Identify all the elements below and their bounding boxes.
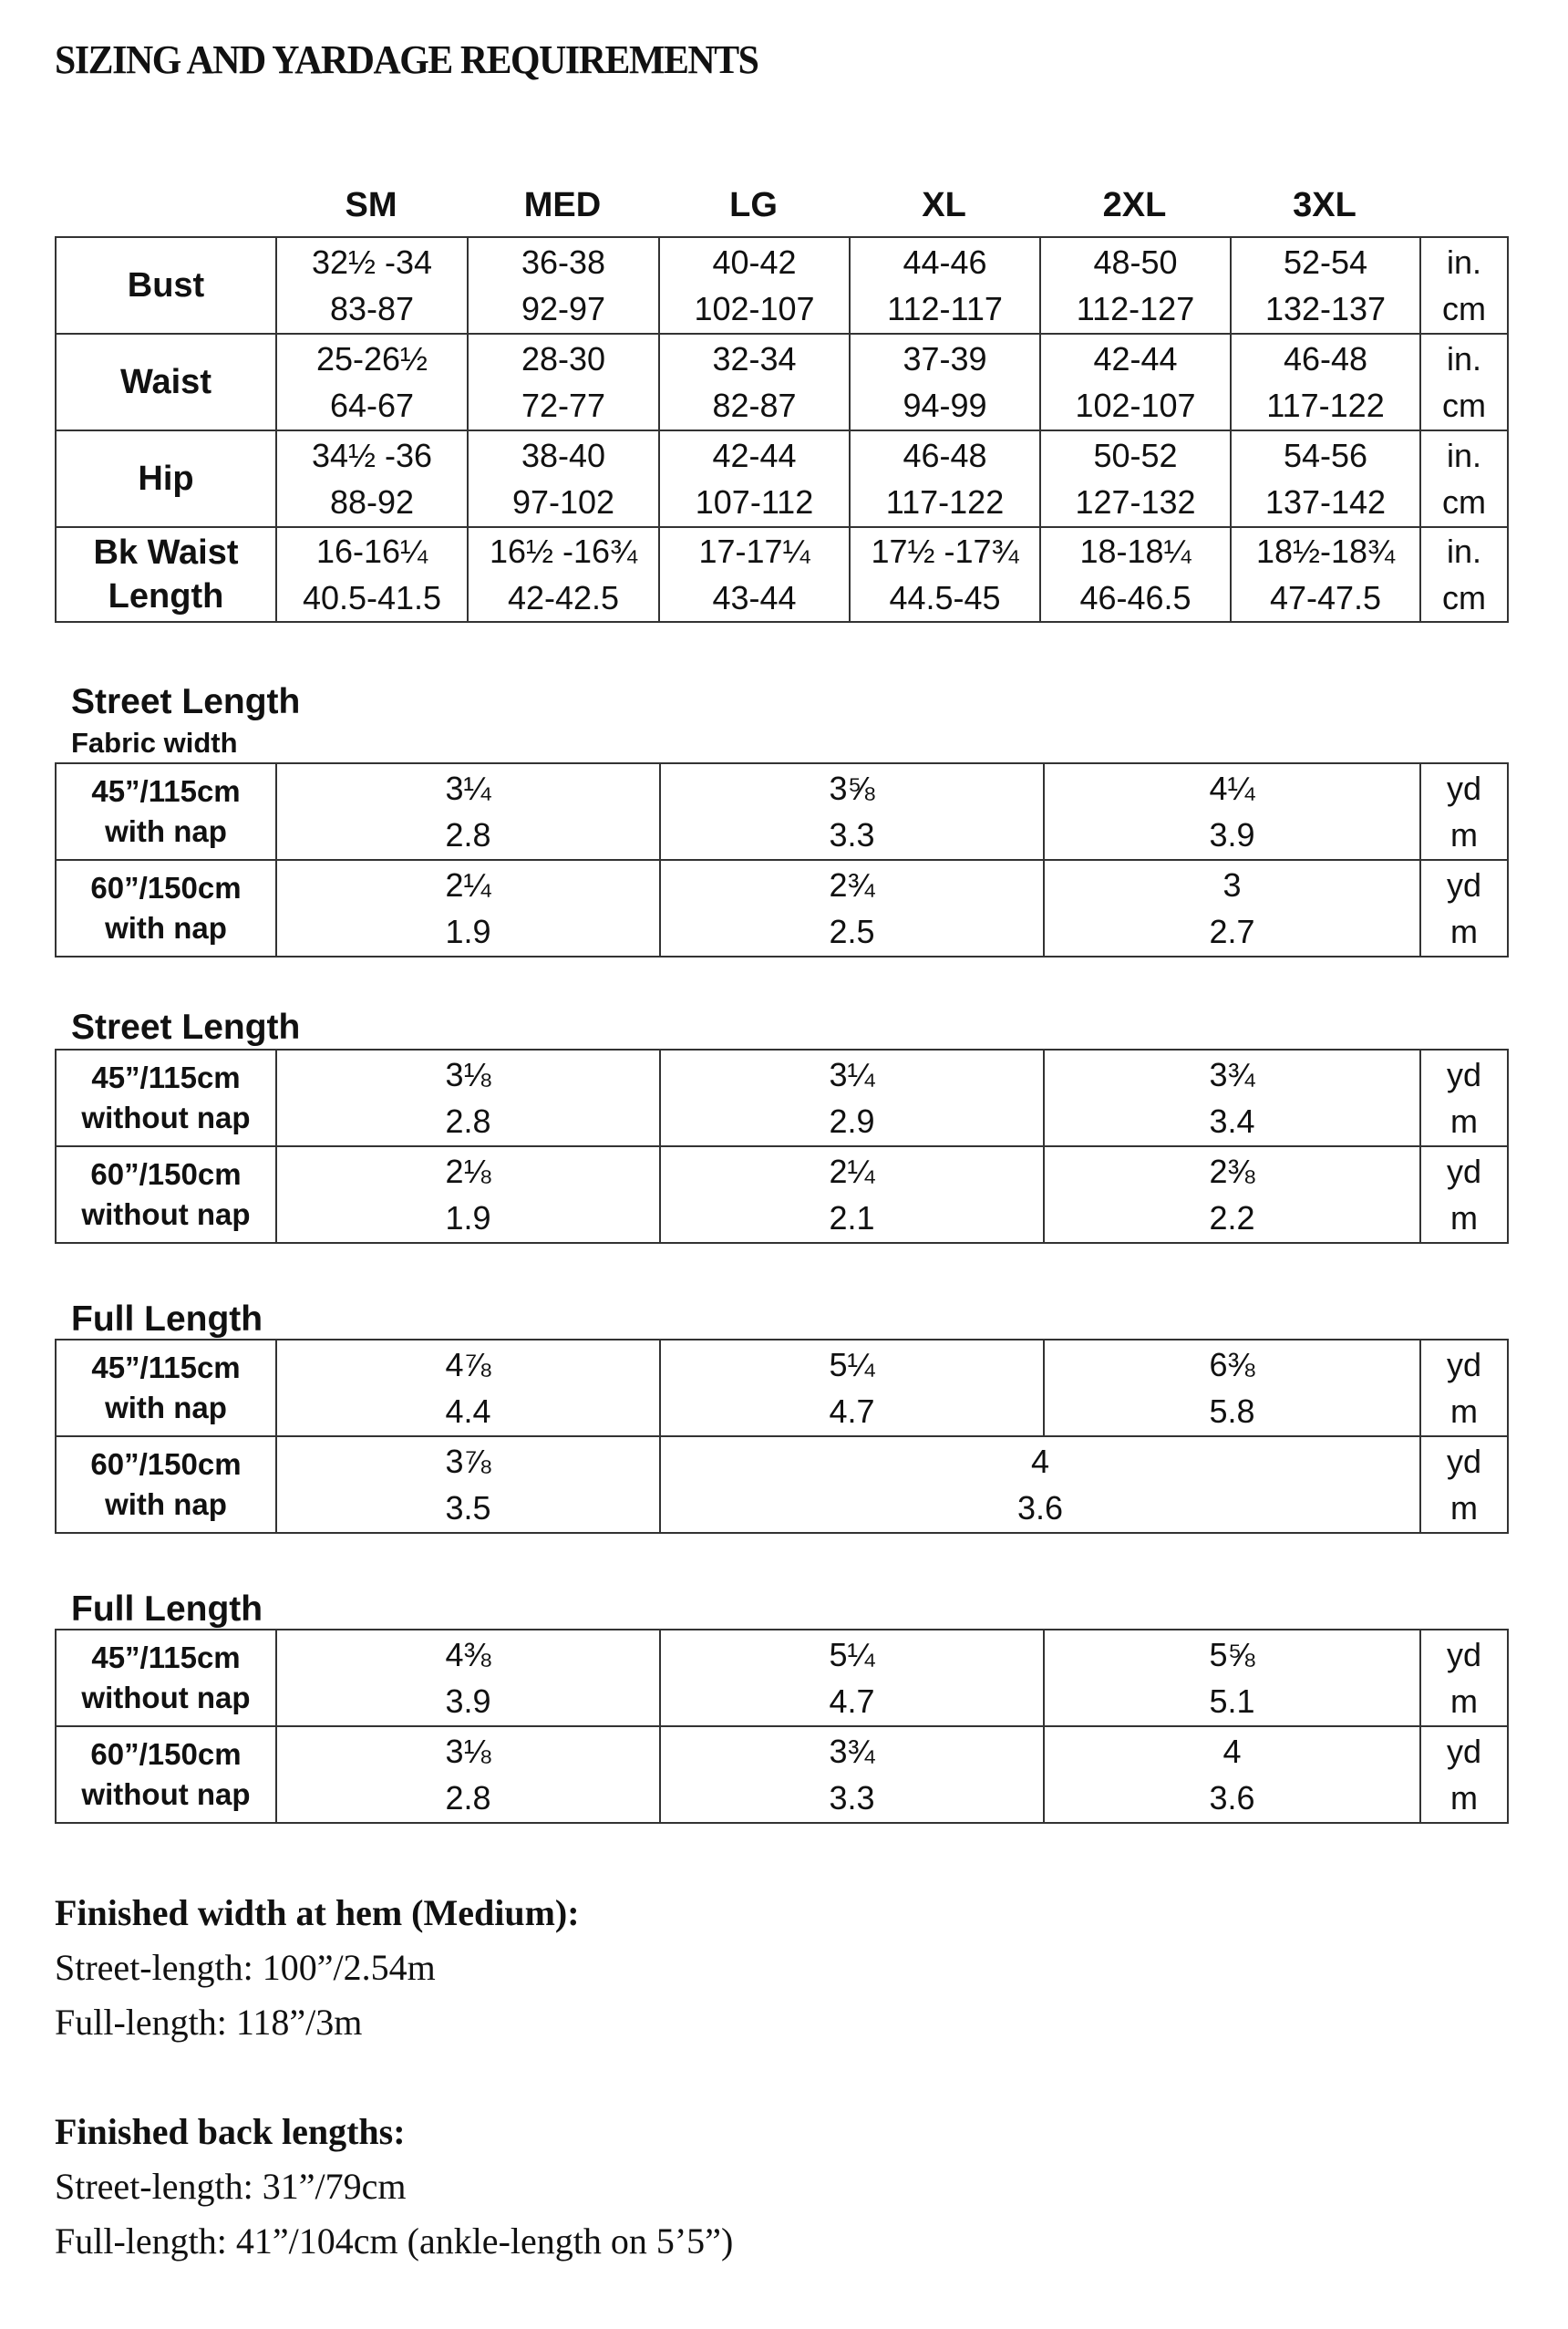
value-cm: 92-97 — [521, 290, 606, 327]
value-meters: 2.8 — [445, 1779, 491, 1817]
page-title: SIZING AND YARDAGE REQUIREMENTS — [55, 37, 758, 82]
value-meters: 2.8 — [445, 816, 491, 854]
value-yards: 4 — [1030, 1443, 1050, 1480]
value-yards: 3⅛ — [445, 1056, 491, 1093]
measurement-cell — [850, 527, 1040, 622]
value-meters: 2.2 — [1209, 1199, 1255, 1237]
value-meters: 2.8 — [445, 1102, 491, 1140]
value-inches: 52-54 — [1283, 243, 1368, 281]
size-header-xl: XL — [922, 186, 966, 224]
value-yards: 2¼ — [829, 1153, 875, 1190]
body-measurements-table — [55, 236, 1509, 623]
measurement-label — [56, 430, 276, 527]
unit-meters: m — [1450, 1682, 1478, 1720]
unit-yards: yd — [1446, 1153, 1482, 1190]
value-cm: 83-87 — [329, 290, 415, 327]
measurement-cell — [468, 527, 659, 622]
unit-yards: yd — [1446, 1636, 1482, 1673]
value-meters: 3.3 — [829, 1779, 875, 1817]
measurement-label — [56, 237, 276, 334]
value-inches: 54-56 — [1283, 437, 1368, 474]
fabric-width-label-text: with nap — [105, 1487, 227, 1521]
back-length-notes — [55, 2105, 733, 2269]
fabric-width-label-text: without nap — [81, 1197, 251, 1231]
value-meters: 1.9 — [445, 913, 491, 950]
value-inches: 36-38 — [521, 243, 606, 281]
value-yards: 4⅞ — [445, 1346, 491, 1383]
value-cm: 117-122 — [1266, 387, 1385, 424]
yardage-cell — [276, 1340, 660, 1436]
yardage-table — [55, 1049, 1509, 1244]
yardage-cell — [660, 1340, 1044, 1436]
value-cm: 107-112 — [695, 483, 814, 521]
value-inches: 46-48 — [903, 437, 987, 474]
fabric-width-label — [56, 1436, 276, 1533]
unit-meters: m — [1450, 816, 1478, 854]
yardage-cell — [660, 1146, 1044, 1243]
value-yards: 2¾ — [829, 866, 875, 904]
fabric-width-label-text: without nap — [81, 1681, 251, 1714]
unit-cm: cm — [1442, 387, 1486, 424]
yardage-cell — [276, 1050, 660, 1146]
measurement-cell — [1231, 237, 1420, 334]
unit-meters: m — [1450, 1102, 1478, 1140]
size-headers — [0, 186, 1568, 232]
fabric-width-label-text: 60”/150cm — [90, 1157, 242, 1191]
unit-yards: yd — [1446, 1733, 1482, 1770]
fabric-width-label-text: with nap — [105, 911, 227, 945]
section-title: Street Length — [71, 1008, 301, 1047]
value-yards: 2¼ — [445, 866, 491, 904]
yardage-table — [55, 762, 1509, 957]
measurement-label-text: Bk Waist — [93, 533, 239, 572]
value-meters: 4.7 — [829, 1392, 875, 1430]
measurement-cell — [1231, 527, 1420, 622]
size-header-2xl: 2XL — [1102, 186, 1167, 224]
yardage-cell — [1044, 1630, 1420, 1726]
value-cm: 94-99 — [903, 387, 987, 424]
value-cm: 88-92 — [329, 483, 415, 521]
value-cm: 64-67 — [329, 387, 415, 424]
value-yards: 2⅛ — [445, 1153, 491, 1190]
yardage-cell — [1044, 860, 1420, 957]
measurement-cell — [659, 527, 850, 622]
measurement-cell — [1040, 430, 1231, 527]
value-yards: 4 — [1222, 1733, 1242, 1770]
value-cm: 42-42.5 — [507, 579, 620, 616]
value-cm: 102-107 — [1075, 387, 1196, 424]
value-cm: 97-102 — [511, 483, 615, 521]
unit-cell — [1420, 860, 1508, 957]
value-inches: 34½ -36 — [311, 437, 433, 474]
back-length-street: Street-length: 31”/79cm — [55, 2166, 407, 2207]
yardage-cell — [276, 1436, 660, 1533]
measurement-cell — [659, 430, 850, 527]
value-cm: 44.5-45 — [889, 579, 1001, 616]
yardage-cell — [1044, 1340, 1420, 1436]
unit-yards: yd — [1446, 866, 1482, 904]
yardage-row — [56, 763, 1508, 860]
measurement-cell — [468, 334, 659, 430]
hem-width-street: Street-length: 100”/2.54m — [55, 1947, 436, 1988]
back-length-full: Full-length: 41”/104cm (ankle-length on 5’5”) — [55, 2220, 734, 2262]
value-cm: 47-47.5 — [1269, 579, 1382, 616]
measurement-cell — [1040, 527, 1231, 622]
value-cm: 82-87 — [712, 387, 797, 424]
value-meters: 3.9 — [1209, 816, 1255, 854]
size-header-med: MED — [523, 186, 602, 224]
unit-cell — [1420, 1050, 1508, 1146]
value-yards: 3⅞ — [445, 1443, 491, 1480]
unit-inches: in. — [1446, 437, 1482, 474]
measurement-cell — [850, 237, 1040, 334]
yardage-cell — [1044, 763, 1420, 860]
yardage-table — [55, 1629, 1509, 1824]
measurement-label-text: Hip — [138, 460, 194, 498]
measurement-cell — [659, 334, 850, 430]
value-meters: 2.5 — [829, 913, 875, 950]
measurement-cell — [276, 527, 468, 622]
fabric-width-label — [56, 1146, 276, 1243]
unit-cell — [1420, 1340, 1508, 1436]
yardage-row — [56, 1436, 1508, 1533]
fabric-width-label-text: with nap — [105, 814, 227, 848]
measurement-cell — [276, 237, 468, 334]
section-subtitle: Fabric width — [71, 727, 238, 759]
value-inches: 17½ -17¾ — [871, 533, 1019, 570]
measurement-cell — [850, 334, 1040, 430]
unit-cell — [1420, 237, 1508, 334]
unit-yards: yd — [1446, 1346, 1482, 1383]
yardage-cell — [660, 1436, 1420, 1533]
measurement-cell — [1231, 430, 1420, 527]
value-cm: 72-77 — [521, 387, 606, 424]
value-inches: 25-26½ — [315, 340, 428, 378]
value-cm: 127-132 — [1075, 483, 1196, 521]
back-length-heading: Finished back lengths: — [55, 2111, 406, 2152]
value-cm: 137-142 — [1264, 483, 1387, 521]
unit-inches: in. — [1446, 243, 1482, 281]
yardage-row — [56, 860, 1508, 957]
fabric-width-label-text: 45”/115cm — [91, 1641, 241, 1674]
yardage-cell — [276, 1146, 660, 1243]
hem-width-notes — [55, 1886, 580, 2050]
fabric-width-label — [56, 1340, 276, 1436]
fabric-width-label — [56, 1050, 276, 1146]
value-yards: 3¼ — [445, 770, 491, 807]
fabric-width-label-text: 60”/150cm — [90, 1447, 242, 1481]
unit-cell — [1420, 1436, 1508, 1533]
unit-cm: cm — [1442, 579, 1486, 616]
yardage-cell — [660, 1726, 1044, 1823]
yardage-cell — [1044, 1050, 1420, 1146]
value-inches: 18½-18¾ — [1255, 533, 1396, 570]
value-inches: 44-46 — [903, 243, 987, 281]
fabric-width-label-text: 60”/150cm — [90, 871, 242, 905]
value-meters: 3.5 — [445, 1489, 491, 1527]
value-meters: 4.4 — [445, 1392, 491, 1430]
measurement-label-text: Length — [108, 577, 224, 616]
value-meters: 3.6 — [1209, 1779, 1255, 1817]
value-meters: 3.3 — [829, 816, 875, 854]
fabric-width-label — [56, 1726, 276, 1823]
yardage-table — [55, 1339, 1509, 1534]
value-inches: 38-40 — [521, 437, 606, 474]
value-yards: 5¼ — [829, 1346, 875, 1383]
value-cm: 117-122 — [885, 483, 1005, 521]
section-title: Full Length — [71, 1299, 263, 1339]
value-inches: 48-50 — [1093, 243, 1178, 281]
value-inches: 17-17¼ — [698, 533, 810, 570]
value-yards: 6⅜ — [1209, 1346, 1255, 1383]
unit-yards: yd — [1446, 1056, 1482, 1093]
value-inches: 32½ -34 — [311, 243, 433, 281]
yardage-row — [56, 1726, 1508, 1823]
fabric-width-label — [56, 860, 276, 957]
value-cm: 43-44 — [712, 579, 797, 616]
unit-meters: m — [1450, 1489, 1478, 1527]
fabric-width-label-text: 45”/115cm — [91, 774, 241, 808]
value-inches: 50-52 — [1093, 437, 1178, 474]
unit-meters: m — [1450, 1199, 1478, 1237]
value-meters: 5.8 — [1209, 1392, 1255, 1430]
value-meters: 2.7 — [1209, 913, 1255, 950]
unit-cell — [1420, 430, 1508, 527]
measurement-row — [56, 237, 1508, 334]
measurement-row — [56, 527, 1508, 622]
yardage-cell — [660, 1630, 1044, 1726]
value-yards: 3 — [1222, 866, 1242, 904]
measurement-cell — [276, 430, 468, 527]
hem-width-heading: Finished width at hem (Medium): — [55, 1892, 580, 1933]
fabric-width-label — [56, 763, 276, 860]
value-inches: 16½ -16¾ — [489, 533, 638, 570]
fabric-width-label-text: 45”/115cm — [91, 1351, 241, 1384]
value-inches: 16-16¼ — [315, 533, 428, 570]
yardage-cell — [660, 763, 1044, 860]
value-yards: 3¾ — [1209, 1056, 1255, 1093]
unit-cell — [1420, 1146, 1508, 1243]
unit-cell — [1420, 763, 1508, 860]
yardage-cell — [276, 763, 660, 860]
measurement-label — [56, 527, 276, 622]
value-meters: 1.9 — [445, 1199, 491, 1237]
value-meters: 5.1 — [1209, 1682, 1255, 1720]
yardage-cell — [660, 1050, 1044, 1146]
value-yards: 5⅝ — [1209, 1636, 1255, 1673]
measurement-label — [56, 334, 276, 430]
value-yards: 4⅜ — [445, 1636, 491, 1673]
section-title: Street Length — [71, 682, 301, 721]
fabric-width-label-text: with nap — [105, 1391, 227, 1424]
value-cm: 112-117 — [887, 290, 1003, 327]
value-cm: 112-127 — [1076, 290, 1195, 327]
value-inches: 32-34 — [712, 340, 797, 378]
yardage-row — [56, 1630, 1508, 1726]
hem-width-full: Full-length: 118”/3m — [55, 2002, 363, 2043]
value-yards: 3¼ — [829, 1056, 875, 1093]
size-header-sm: SM — [345, 186, 397, 224]
value-yards: 2⅜ — [1209, 1153, 1255, 1190]
fabric-width-label — [56, 1630, 276, 1726]
unit-cm: cm — [1442, 483, 1486, 521]
value-cm: 102-107 — [694, 290, 815, 327]
yardage-cell — [1044, 1726, 1420, 1823]
measurement-cell — [468, 430, 659, 527]
value-inches: 46-48 — [1283, 340, 1368, 378]
fabric-width-label-text: without nap — [81, 1777, 251, 1811]
measurement-cell — [1040, 237, 1231, 334]
value-meters: 2.9 — [829, 1102, 875, 1140]
yardage-cell — [276, 860, 660, 957]
yardage-row — [56, 1340, 1508, 1436]
value-meters: 3.9 — [445, 1682, 491, 1720]
unit-cell — [1420, 1726, 1508, 1823]
measurement-row — [56, 430, 1508, 527]
unit-meters: m — [1450, 913, 1478, 950]
yardage-row — [56, 1050, 1508, 1146]
value-inches: 42-44 — [1093, 340, 1178, 378]
value-inches: 18-18¼ — [1079, 533, 1191, 570]
value-inches: 42-44 — [712, 437, 797, 474]
unit-cell — [1420, 527, 1508, 622]
value-meters: 4.7 — [829, 1682, 875, 1720]
fabric-width-label-text: 60”/150cm — [90, 1737, 242, 1771]
value-inches: 37-39 — [903, 340, 987, 378]
unit-cm: cm — [1442, 290, 1486, 327]
unit-cell — [1420, 334, 1508, 430]
section-title: Full Length — [71, 1589, 263, 1629]
value-yards: 3⅝ — [829, 770, 875, 807]
measurement-cell — [1040, 334, 1231, 430]
unit-inches: in. — [1446, 340, 1482, 378]
measurement-cell — [850, 430, 1040, 527]
measurement-row — [56, 334, 1508, 430]
unit-cell — [1420, 1630, 1508, 1726]
size-header-lg: LG — [729, 186, 778, 224]
measurement-cell — [1231, 334, 1420, 430]
fabric-width-label-text: 45”/115cm — [91, 1061, 241, 1094]
value-yards: 5¼ — [829, 1636, 875, 1673]
unit-meters: m — [1450, 1779, 1478, 1817]
measurement-cell — [276, 334, 468, 430]
value-cm: 132-137 — [1264, 290, 1387, 327]
yardage-cell — [1044, 1146, 1420, 1243]
value-inches: 40-42 — [712, 243, 797, 281]
unit-yards: yd — [1446, 770, 1482, 807]
value-meters: 3.6 — [1016, 1489, 1064, 1527]
value-meters: 3.4 — [1209, 1102, 1255, 1140]
unit-inches: in. — [1446, 533, 1482, 570]
unit-yards: yd — [1446, 1443, 1482, 1480]
yardage-cell — [276, 1630, 660, 1726]
value-inches: 28-30 — [521, 340, 606, 378]
measurement-cell — [468, 237, 659, 334]
value-cm: 40.5-41.5 — [302, 579, 442, 616]
yardage-cell — [660, 860, 1044, 957]
value-yards: 3⅛ — [445, 1733, 491, 1770]
value-cm: 46-46.5 — [1079, 579, 1191, 616]
measurement-cell — [659, 237, 850, 334]
yardage-row — [56, 1146, 1508, 1243]
value-yards: 3¾ — [829, 1733, 875, 1770]
value-meters: 2.1 — [829, 1199, 875, 1237]
fabric-width-label-text: without nap — [81, 1101, 251, 1134]
unit-meters: m — [1450, 1392, 1478, 1430]
yardage-cell — [276, 1726, 660, 1823]
size-header-3xl: 3XL — [1293, 186, 1357, 224]
value-yards: 4¼ — [1209, 770, 1255, 807]
measurement-label-text: Bust — [127, 266, 205, 305]
measurement-label-text: Waist — [120, 363, 211, 401]
